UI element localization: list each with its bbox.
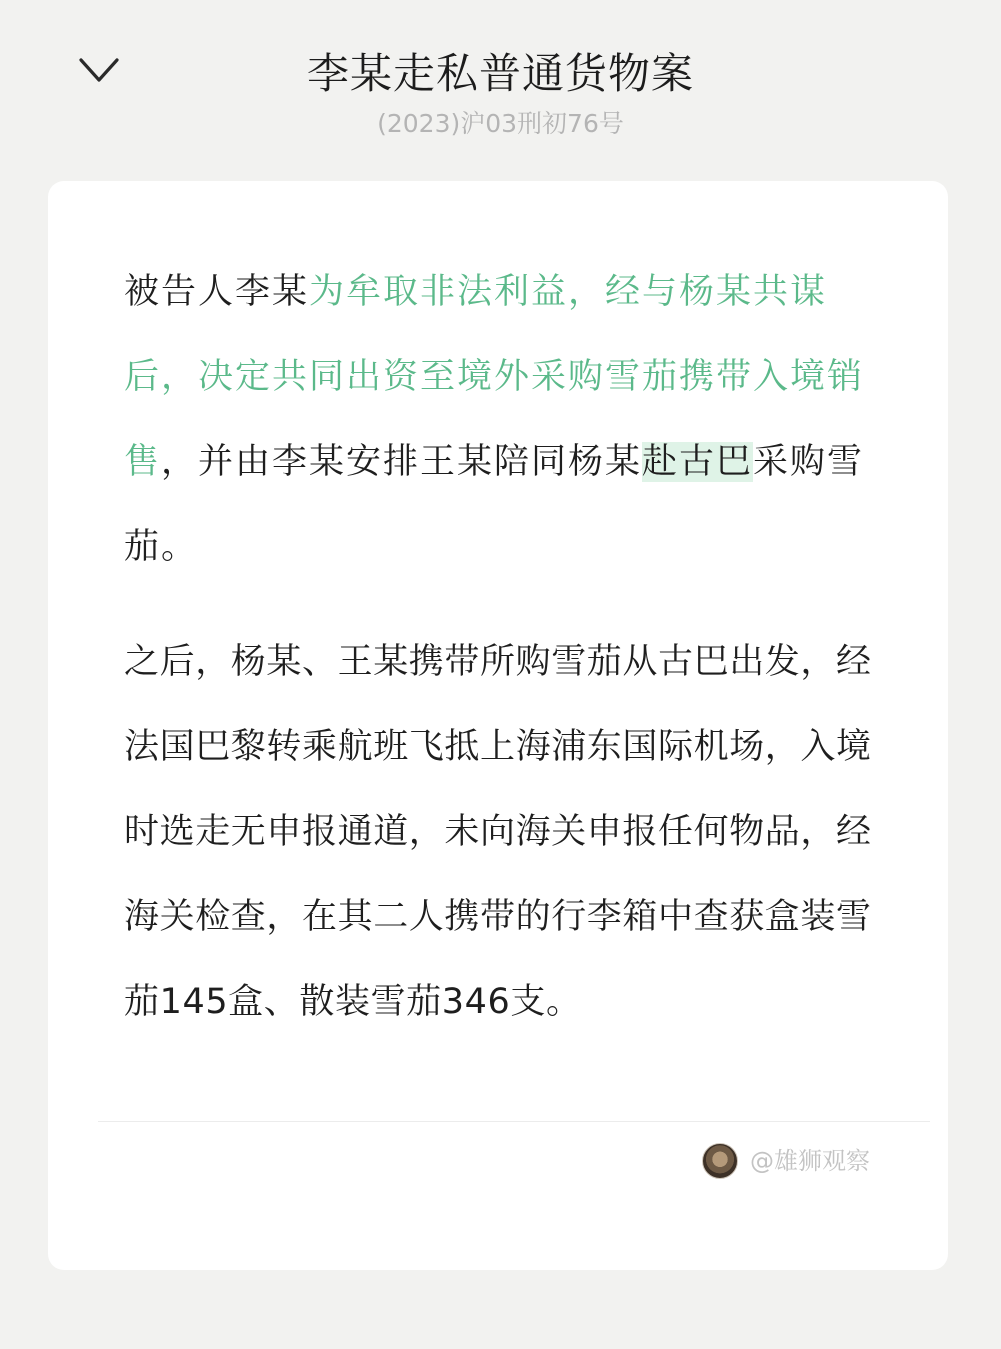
page-title: 李某走私普通货物案 xyxy=(306,49,694,98)
case-number: (2023)沪03刑初76号 xyxy=(377,109,624,138)
paragraph-2: 之后，杨某、王某携带所购雪茄从古巴出发，经法国巴黎转乘航班飞抵上海浦东国际机场，入境时选走无申报通道，未向海关申报任何物品，经海关检查，在其二人携带的行李箱中查获盒装雪茄145盒、散装雪茄346支。 xyxy=(124,642,872,1022)
author-name: @雄狮观察 xyxy=(750,1147,870,1175)
author-tag[interactable] xyxy=(702,1143,870,1179)
divider xyxy=(98,1121,930,1122)
paragraph-1 xyxy=(124,250,884,590)
top-bar xyxy=(0,0,1001,170)
text-segment: 采购雪茄。 xyxy=(124,442,865,567)
text-segment: ，并由李某安排王某陪同杨某 xyxy=(161,442,643,482)
article-card xyxy=(48,181,948,1270)
lion-avatar-icon xyxy=(702,1143,738,1179)
text-segment: 被告人李某 xyxy=(124,272,310,312)
marked-text: 赴古巴 xyxy=(642,442,754,482)
highlighted-quote: 为牟取非法利益，经与杨某共谋后，决定共同出资至境外采购雪茄携带入境销售 xyxy=(124,272,865,482)
